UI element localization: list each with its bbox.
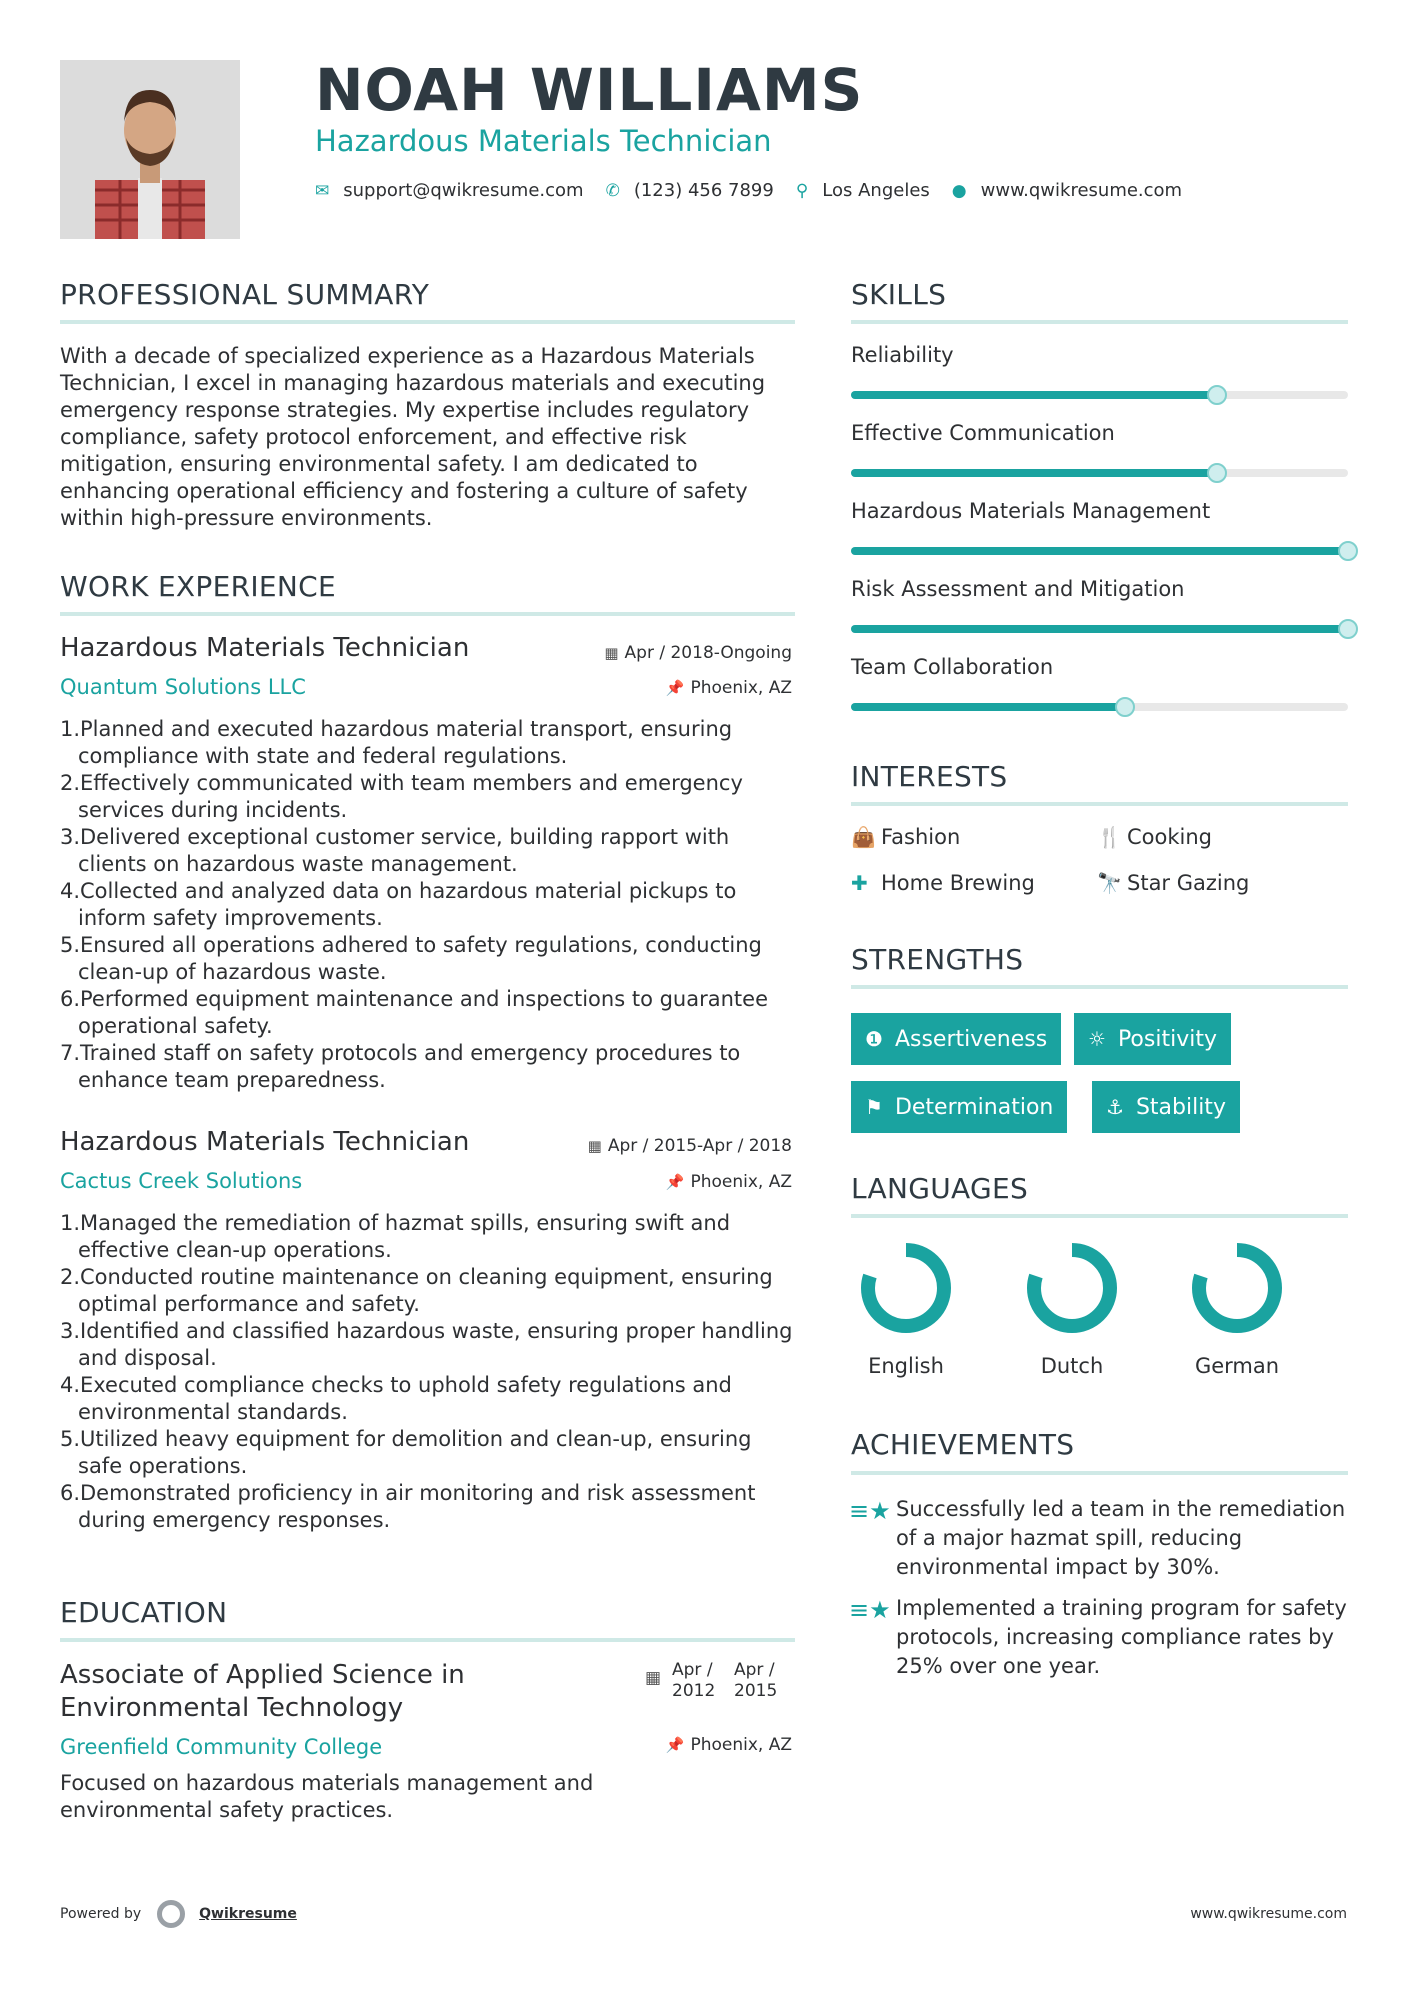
language-label: Dutch	[1040, 1354, 1104, 1378]
interest-item: ✚ Home Brewing	[851, 871, 1035, 895]
job-1-dates-text: Apr / 2018-Ongoing	[624, 643, 792, 663]
job-2-duties	[60, 1210, 800, 1534]
job-2-location	[666, 1172, 792, 1192]
list-item: 4. Executed compliance checks to uphold safety regulations and environmental standards.	[60, 1373, 732, 1424]
job-2-dates-text: Apr / 2015-Apr / 2018	[607, 1136, 792, 1156]
skill-label: Reliability	[851, 343, 954, 367]
skill-bar-knob	[1115, 697, 1135, 717]
list-item: 1. Managed the remediation of hazmat spills, ensuring swift and effective clean-up operations.	[60, 1211, 731, 1262]
job-2-dates	[588, 1136, 792, 1156]
degree-line-1: Associate of Applied Science in	[60, 1660, 465, 1690]
edu-location	[666, 1735, 792, 1755]
job-2-title: Hazardous Materials Technician	[60, 1127, 470, 1157]
skills-heading: SKILLS	[851, 278, 947, 311]
candidate-title: Hazardous Materials Technician	[315, 124, 772, 158]
pushpin-icon: 📌	[665, 1173, 685, 1191]
footer-powered-by	[60, 1900, 297, 1928]
strength-badge: ⚓ Stability	[1092, 1081, 1240, 1133]
achievements-divider	[851, 1471, 1348, 1475]
edu-end: Apr / 2015	[734, 1660, 778, 1701]
contact-website[interactable]: www.qwikresume.com	[980, 180, 1183, 201]
list-item: 3. Delivered exceptional customer service, building rapport with clients on hazardous waste management.	[60, 825, 730, 876]
achievement-item: Successfully led a team in the remediation of a major hazmat spill, reducing environmental impact by 30%.	[896, 1497, 1346, 1579]
sun-icon: ☼	[1088, 1027, 1106, 1051]
contact-phone[interactable]: (123) 456 7899	[633, 180, 774, 201]
envelope-icon: ✉	[315, 180, 330, 201]
language-ring	[1026, 1242, 1118, 1334]
skill-bar	[851, 469, 1348, 477]
list-item: 2. Effectively communicated with team members and emergency services during incidents.	[60, 771, 743, 822]
interests-heading: INTERESTS	[851, 760, 1008, 793]
strengths-divider	[851, 985, 1348, 989]
star-icon: ≡★	[849, 1497, 891, 1525]
anchor-icon: ⚓	[1106, 1095, 1124, 1119]
skill-label: Effective Communication	[851, 421, 1115, 445]
contact-email[interactable]: support@qwikresume.com	[343, 180, 584, 201]
list-item: 5. Utilized heavy equipment for demolition and clean-up, ensuring safe operations.	[60, 1427, 752, 1478]
interest-item: 🔭 Star Gazing	[1097, 871, 1250, 895]
skill-bar-fill	[851, 469, 1217, 477]
pushpin-icon: 📌	[665, 1736, 685, 1754]
candidate-name: NOAH WILLIAMS	[315, 56, 864, 124]
interest-item: 🍴 Cooking	[1097, 825, 1212, 849]
skill-bar	[851, 391, 1348, 399]
skill-label: Risk Assessment and Mitigation	[851, 577, 1185, 601]
degree-line-2: Environmental Technology	[60, 1693, 404, 1723]
skill-bar	[851, 703, 1348, 711]
achievement-item: Implemented a training program for safety protocols, increasing compliance rates by 25% over one year.	[896, 1596, 1347, 1678]
globe-icon: ●	[951, 180, 967, 201]
education-heading: EDUCATION	[60, 1596, 228, 1629]
map-marker-icon: ⚲	[795, 180, 809, 201]
strength-badge: ☼ Positivity	[1074, 1013, 1231, 1065]
contact-bar	[315, 180, 1204, 201]
calendar-icon: ▦	[604, 644, 619, 662]
list-item: 6. Performed equipment maintenance and inspections to guarantee operational safety.	[60, 987, 768, 1038]
job-1-title: Hazardous Materials Technician	[60, 633, 470, 663]
star-icon: ≡★	[849, 1596, 891, 1624]
list-item: 7. Trained staff on safety protocols and emergency procedures to enhance team preparedness.	[60, 1041, 741, 1092]
list-item: 2. Conducted routine maintenance on cleaning equipment, ensuring optimal performance and safety.	[60, 1265, 773, 1316]
language-label: German	[1194, 1354, 1280, 1378]
education-divider	[60, 1638, 795, 1642]
pushpin-icon: 📌	[665, 679, 685, 697]
job-2-location-text: Phoenix, AZ	[690, 1172, 792, 1192]
qwikresume-link[interactable]: Qwikresume	[199, 1906, 297, 1922]
calendar-icon: ▦	[587, 1137, 602, 1155]
language-ring	[860, 1242, 952, 1334]
skill-label: Hazardous Materials Management	[851, 499, 1211, 523]
skills-divider	[851, 320, 1348, 324]
summary-heading: PROFESSIONAL SUMMARY	[60, 278, 430, 311]
job-1-location-text: Phoenix, AZ	[690, 678, 792, 698]
summary-divider	[60, 320, 795, 324]
skill-bar	[851, 547, 1348, 555]
job-1-duties	[60, 716, 800, 1094]
skill-bar-knob	[1338, 619, 1358, 639]
language-label: English	[868, 1354, 944, 1378]
footer-website[interactable]: www.qwikresume.com	[1190, 1906, 1347, 1922]
powered-by-label: Powered by	[60, 1906, 142, 1922]
strength-badge: ⚑ Determination	[851, 1081, 1067, 1133]
language-ring	[1191, 1242, 1283, 1334]
job-1-company: Quantum Solutions LLC	[60, 675, 306, 699]
list-item: 1. Planned and executed hazardous material transport, ensuring compliance with state and federal regulations.	[60, 717, 733, 768]
edu-start: Apr / 2012	[672, 1660, 716, 1701]
skill-bar-fill	[851, 625, 1348, 633]
skill-bar-fill	[851, 703, 1125, 711]
telescope-icon: 🔭	[1097, 871, 1122, 895]
phone-icon: ✆	[605, 180, 620, 201]
puzzle-icon: ✚	[851, 871, 868, 895]
contact-location: Los Angeles	[822, 180, 930, 201]
skill-label: Team Collaboration	[851, 655, 1054, 679]
list-item: 6. Demonstrated proficiency in air monitoring and risk assessment during emergency responses.	[60, 1481, 756, 1532]
job-1-dates	[604, 643, 792, 663]
skill-bar-knob	[1207, 463, 1227, 483]
shopping-bag-icon: 👜	[851, 825, 876, 849]
job-2-company: Cactus Creek Solutions	[60, 1169, 303, 1193]
achievements-heading: ACHIEVEMENTS	[851, 1428, 1075, 1461]
skill-bar-fill	[851, 391, 1217, 399]
cutlery-icon: 🍴	[1097, 825, 1122, 849]
languages-divider	[851, 1214, 1348, 1218]
list-item: 5. Ensured all operations adhered to safety regulations, conducting clean-up of hazardous waste.	[60, 933, 762, 984]
qwikresume-logo-icon	[157, 1900, 185, 1928]
profile-photo	[60, 60, 240, 239]
flag-icon: ⚑	[865, 1095, 883, 1119]
list-item: 4. Collected and analyzed data on hazardous material pickups to inform safety improvements.	[60, 879, 737, 930]
edu-description: Focused on hazardous materials management and environmental safety practices.	[60, 1771, 594, 1822]
exclamation-circle-icon: ❶	[865, 1027, 883, 1051]
strength-badge: ❶ Assertiveness	[851, 1013, 1061, 1065]
calendar-icon: ▦	[645, 1668, 662, 1688]
interest-item: 👜 Fashion	[851, 825, 961, 849]
skill-bar	[851, 625, 1348, 633]
summary-text: With a decade of specialized experience as a Hazardous Materials Technician, I excel in managing hazardous materials and executing emergency response strategies. My expertise includes regulatory compliance, safety protocol enforcement, and effective risk mitigation, ensuring environmental safety. I am dedicated to enhancing operational efficiency and fostering a culture of safety within high-pressure environments.	[60, 344, 766, 530]
school-name: Greenfield Community College	[60, 1735, 383, 1759]
edu-location-text: Phoenix, AZ	[690, 1735, 792, 1755]
experience-divider	[60, 612, 795, 616]
interests-divider	[851, 802, 1348, 806]
skill-bar-knob	[1338, 541, 1358, 561]
skill-bar-fill	[851, 547, 1348, 555]
languages-heading: LANGUAGES	[851, 1172, 1029, 1205]
experience-heading: WORK EXPERIENCE	[60, 570, 336, 603]
skill-bar-knob	[1207, 385, 1227, 405]
job-1-location	[666, 678, 792, 698]
strengths-heading: STRENGTHS	[851, 943, 1024, 976]
list-item: 3. Identified and classified hazardous waste, ensuring proper handling and disposal.	[60, 1319, 793, 1370]
